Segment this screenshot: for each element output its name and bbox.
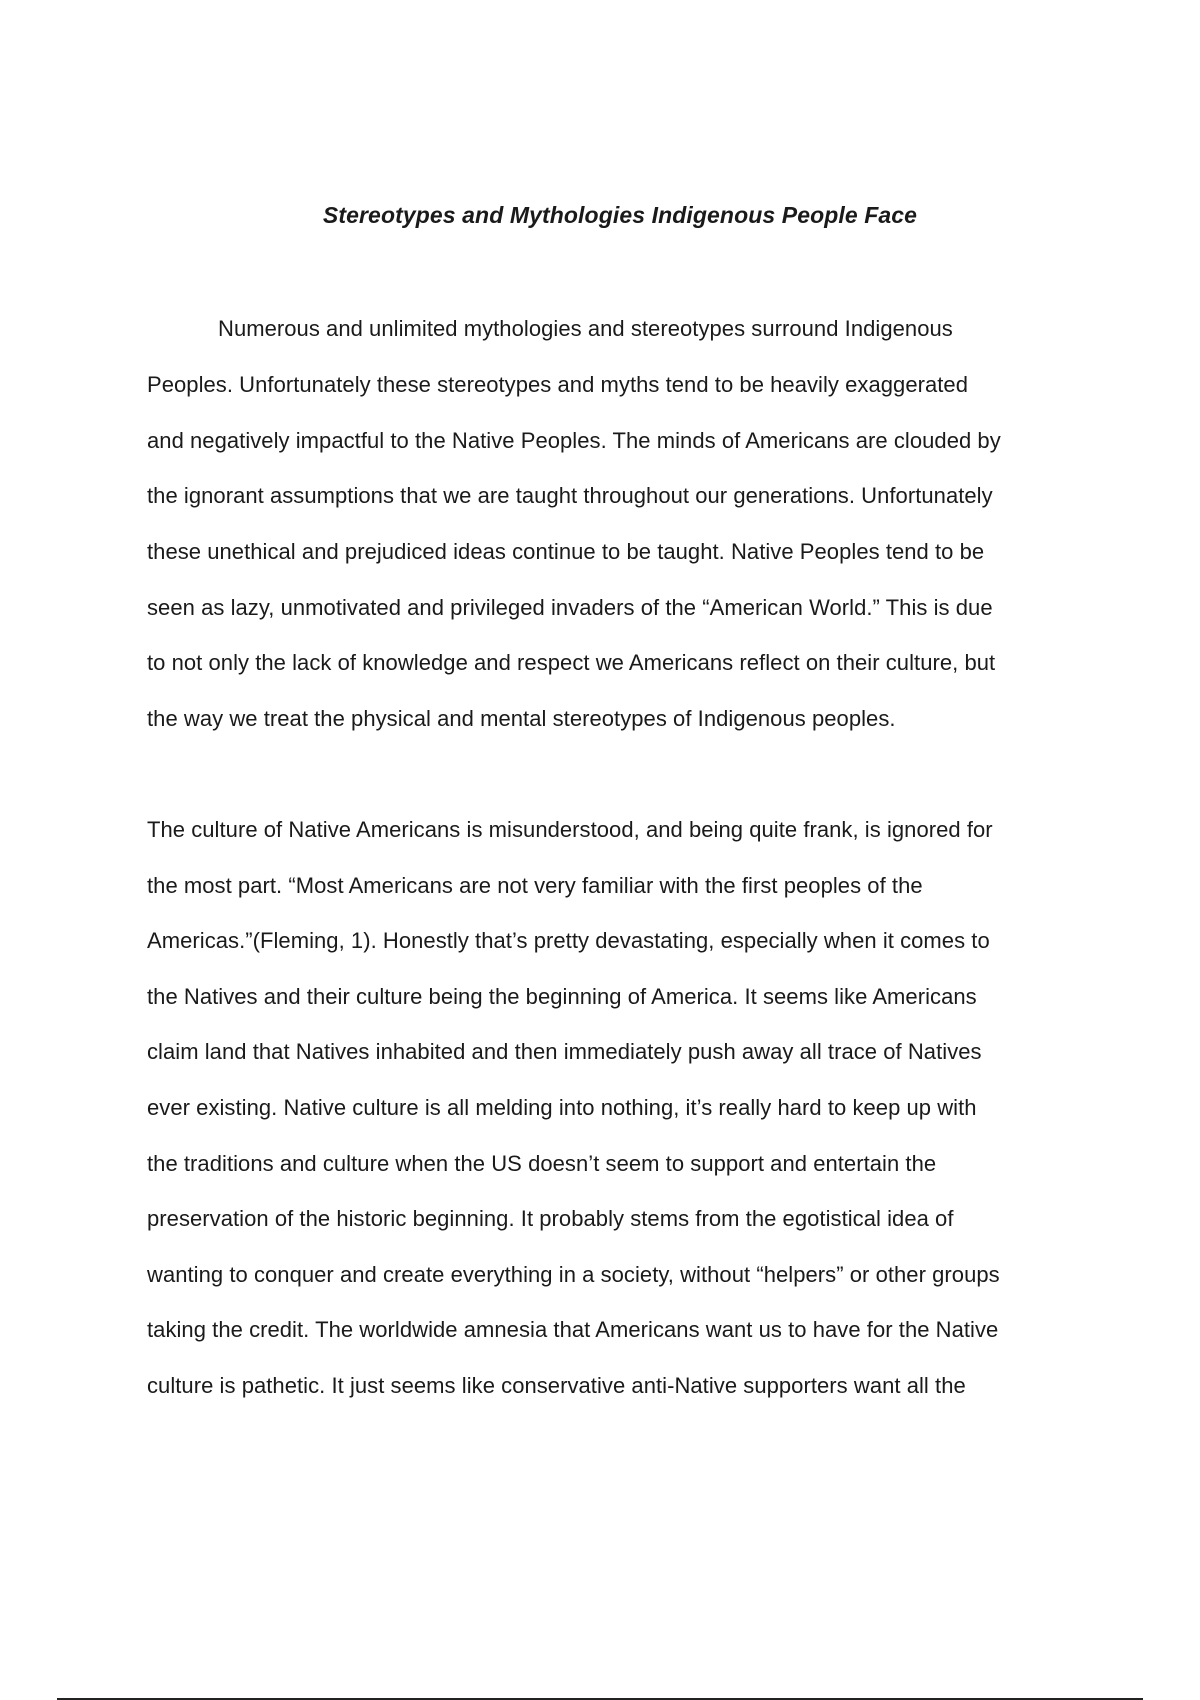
paragraph-2-line-7: the traditions and culture when the US doesn’t seem to support and entertain the <box>147 1151 937 1176</box>
paragraph-1-line-5: these unethical and prejudiced ideas continue to be taught. Native Peoples tend to be <box>147 539 985 564</box>
paragraph-2-line-6: ever existing. Native culture is all melding into nothing, it’s really hard to keep up with <box>147 1095 977 1120</box>
paragraph-1-line-4: the ignorant assumptions that we are taught throughout our generations. Unfortunately <box>147 483 993 508</box>
paragraph-2-line-4: the Natives and their culture being the beginning of America. It seems like Americans <box>147 984 977 1009</box>
paragraph-1-line-7: to not only the lack of knowledge and respect we Americans reflect on their culture, but <box>147 650 996 675</box>
paragraph-2-line-2: the most part. “Most Americans are not very familiar with the first peoples of the <box>147 873 923 898</box>
paragraph-2-line-3: Americas.”(Fleming, 1). Honestly that’s pretty devastating, especially when it comes to <box>147 928 990 953</box>
paragraph-1-line-2: Peoples. Unfortunately these stereotypes and myths tend to be heavily exaggerated <box>147 372 969 397</box>
paragraph-1-line-3: and negatively impactful to the Native Peoples. The minds of Americans are clouded by <box>147 428 1001 453</box>
paragraph-2-line-11: culture is pathetic. It just seems like conservative anti-Native supporters want all the <box>147 1373 966 1398</box>
paragraph-2-line-1: The culture of Native Americans is misunderstood, and being quite frank, is ignored for <box>147 817 993 842</box>
paragraph-2-line-5: claim land that Natives inhabited and then immediately push away all trace of Natives <box>147 1039 982 1064</box>
paragraph-1-line-1: Numerous and unlimited mythologies and stereotypes surround Indigenous <box>218 316 953 341</box>
paragraph-2-line-9: wanting to conquer and create everything in a society, without “helpers” or other groups <box>147 1262 1000 1287</box>
paragraph-1-line-8: the way we treat the physical and mental stereotypes of Indigenous peoples. <box>147 706 896 731</box>
document-title: Stereotypes and Mythologies Indigenous People Face <box>322 202 918 228</box>
paragraph-1-line-6: seen as lazy, unmotivated and privileged invaders of the “American World.” This is due <box>147 595 993 620</box>
paragraph-2-line-10: taking the credit. The worldwide amnesia that Americans want us to have for the Native <box>147 1317 999 1342</box>
paragraph-2-line-8: preservation of the historic beginning. It probably stems from the egotistical idea of <box>147 1206 954 1231</box>
